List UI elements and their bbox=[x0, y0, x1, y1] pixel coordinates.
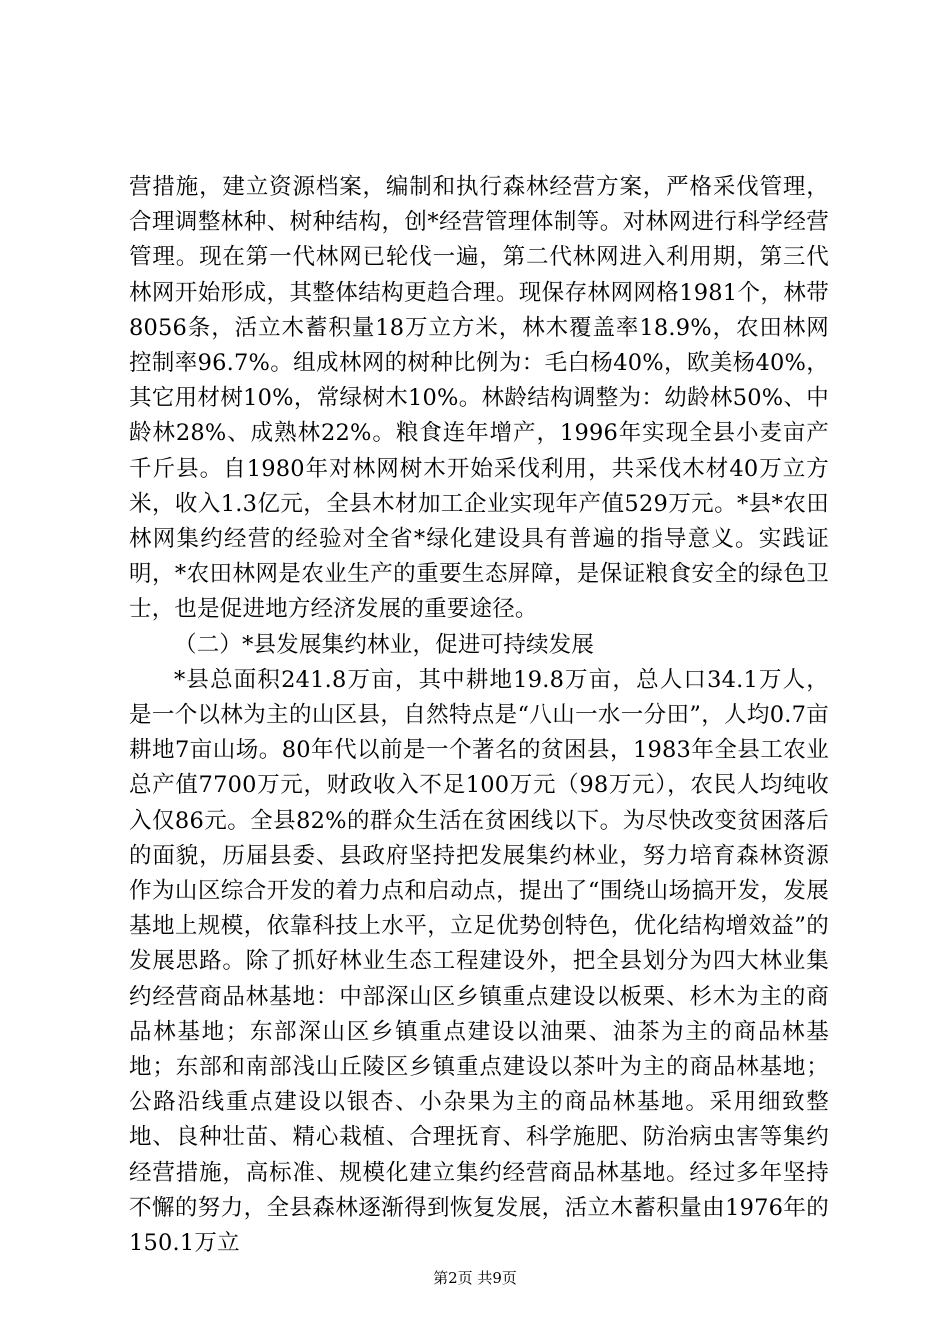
document-body bbox=[129, 170, 829, 1261]
paragraph-forest-network-management: 营措施，建立资源档案，编制和执行森林经营方案，严格采伐管理，合理调整林种、树种结构，创*经营管理体制等。对林网进行科学经营管理。现在第一代林网已轮伐一遍，第二代林网进入利用期，第三代林网开始形成，其整体结构更趋合理。现保存林网网格1981个，林带8056条，活立木蓄积量18万立方米，林木覆盖率18.9%，农田林网控制率96.7%。组成林网的树种比例为：毛白杨40%，欧美杨40%，其它用材树10%，常绿树木10%。林龄结构调整为：幼龄林50%、中龄林28%、成熟林22%。粮食连年增产，1996年实现全县小麦亩产千斤县。自1980年对林网树木开始采伐利用，共采伐木材40万立方米，收入1.3亿元，全县木材加工企业实现年产值529万元。*县*农田林网集约经营的经验对全省*绿化建设具有普遍的指导意义。实践证明，*农田林网是农业生产的重要生态屏障，是保证粮食安全的绿色卫士，也是促进地方经济发展的重要途径。 bbox=[129, 174, 829, 623]
section-heading-intensive-forestry: （二）*县发展集约林业，促进可持续发展 bbox=[174, 631, 595, 658]
page-number-footer: 第2页 共9页 bbox=[433, 1269, 517, 1287]
paragraph-county-development: *县总面积241.8万亩，其中耕地19.8万亩，总人口34.1万人，是一个以林为主的山区县，自然特点是“八山一水一分田”，人均0.7亩耕地7亩山场。80年代以前是一个著名的贫困县，1983年全县工农业总产值7700万元，财政收入不足100万元（98万元），农民人均纯收入仅86元。全县82%的群众生活在贫困线以下。为尽快改变贫困落后的面貌，历届县委、县政府坚持把发展集约林业，努力培育森林资源作为山区综合开发的着力点和启动点，提出了“围绕山场搞开发，发展基地上规模，依靠科技上水平，立足优势创特色，优化结构增效益”的发展思路。除了抓好林业生态工程建设外，把全县划分为四大林业集约经营商品林基地：中部深山区乡镇重点建设以板栗、杉木为主的商品林基地；东部深山区乡镇重点建设以油栗、油茶为主的商品林基地；东部和南部浅山丘陵区乡镇重点建设以茶叶为主的商品林基地；公路沿线重点建设以银杏、小杂果为主的商品林基地。采用细致整地、良种壮苗、精心栽植、合理抚育、科学施肥、防治病虫害等集约经营措施，高标准、规模化建立集约经营商品林基地。经过多年坚持不懈的努力，全县森林逐渐得到恢复发展，活立木蓄积量由1976年的150.1万立 bbox=[129, 666, 829, 1257]
